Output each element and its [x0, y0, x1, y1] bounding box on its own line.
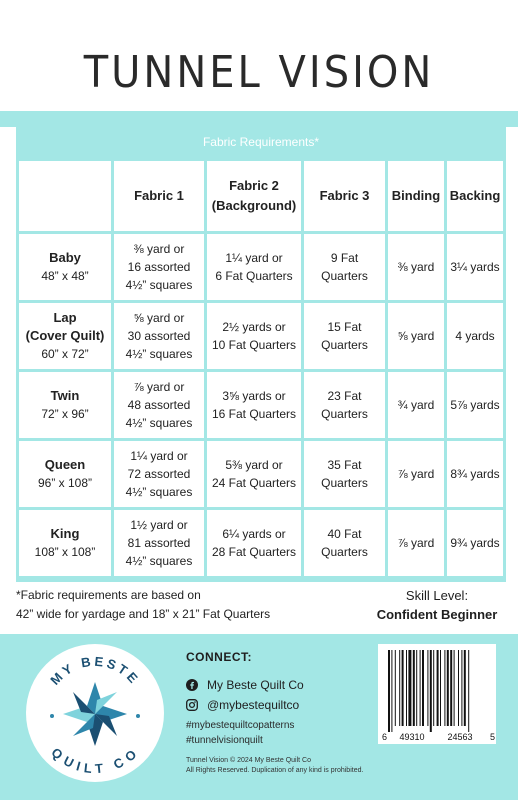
- row-header: [19, 303, 111, 369]
- column-header-line: Backing: [449, 188, 501, 203]
- table-cell: [388, 441, 444, 507]
- table-cell: [388, 234, 444, 300]
- column-header: [114, 161, 204, 231]
- table-cell: [114, 234, 204, 300]
- table-cell: [447, 441, 503, 507]
- cell-line: Quarters: [321, 545, 368, 559]
- quilt-dimensions: 108” x 108”: [34, 545, 96, 559]
- cell-line: 6¼ yards or: [222, 527, 286, 541]
- cell-line: 23 Fat: [327, 389, 362, 403]
- cell-line: 9 Fat: [330, 251, 359, 265]
- header-corner: [19, 161, 111, 231]
- table-cell: [388, 303, 444, 369]
- cell-line: 2½ yards or: [222, 320, 286, 334]
- cell-line: 3⅝ yards or: [222, 389, 286, 403]
- table-cell: [207, 234, 301, 300]
- cell-line: ⅝ yard or: [133, 311, 185, 325]
- table-cell: [207, 441, 301, 507]
- cell-line: Quarters: [321, 476, 368, 490]
- cell-line: ⅜ yard: [397, 260, 435, 274]
- barcode-icon: [378, 644, 496, 744]
- cell-line: Quarters: [321, 269, 368, 283]
- cell-line: ⅞ yard: [397, 536, 435, 550]
- cell-line: 6 Fat Quarters: [215, 269, 293, 283]
- table-cell: [388, 372, 444, 438]
- quilt-size-name: King: [50, 526, 80, 541]
- table-cell: [447, 234, 503, 300]
- quilt-size-name: Queen: [44, 457, 86, 472]
- barcode: [378, 644, 496, 744]
- column-header: [207, 161, 301, 231]
- row-header: [19, 234, 111, 300]
- cell-line: 16 assorted: [127, 260, 191, 274]
- column-header: [304, 161, 385, 231]
- quilt-size-name: Lap: [53, 310, 77, 325]
- row-header: [19, 372, 111, 438]
- brand-logo: [26, 644, 164, 782]
- quilt-dimensions: 72” x 96”: [41, 407, 89, 421]
- cell-line: ⅝ yard: [397, 329, 435, 343]
- table-cell: [304, 372, 385, 438]
- column-header-line: Binding: [391, 188, 441, 203]
- cell-line: 4½” squares: [125, 485, 193, 499]
- column-header: [447, 161, 503, 231]
- cell-line: 4 yards: [455, 329, 495, 343]
- footnote-line-1: *Fabric requirements are based on: [16, 588, 201, 602]
- cell-line: 8¾ yards: [450, 467, 500, 481]
- hashtag-2: #tunnelvisionquilt: [186, 735, 263, 746]
- table-cell: [388, 510, 444, 576]
- cell-line: ⅜ yard or: [133, 242, 185, 256]
- hashtags: [186, 718, 294, 748]
- quilt-star-icon: [26, 644, 164, 782]
- footnote-line-2: 42” wide for yardage and 18” x 21” Fat Quarters: [16, 607, 271, 621]
- row-header: [19, 510, 111, 576]
- cell-line: ⅞ yard: [397, 467, 435, 481]
- cell-line: 24 Fat Quarters: [211, 476, 297, 490]
- cell-line: ¾ yard: [397, 398, 435, 412]
- cell-line: 1¼ yard or: [225, 251, 283, 265]
- table-cell: [114, 372, 204, 438]
- table-cell: [114, 441, 204, 507]
- copyright-line-2: All Rights Reserved. Duplication of any kind is prohibited.: [186, 767, 364, 774]
- cell-line: 10 Fat Quarters: [211, 338, 297, 352]
- skill-label: Skill Level:: [405, 588, 469, 603]
- facebook-link[interactable]: [186, 678, 304, 692]
- table-cell: [207, 372, 301, 438]
- cell-line: 1¼ yard or: [130, 449, 188, 463]
- table-cell: [304, 441, 385, 507]
- barcode-digit-1: 6: [382, 732, 388, 742]
- cell-line: 4½” squares: [125, 554, 193, 568]
- logo-top-text: MY BESTE: [47, 653, 143, 688]
- barcode-digits-3: 24563: [447, 732, 473, 742]
- cell-line: Quarters: [321, 338, 368, 352]
- instagram-icon: [186, 699, 198, 711]
- footnote: [16, 586, 316, 624]
- cell-line: 30 assorted: [127, 329, 191, 343]
- cell-line: 48 assorted: [127, 398, 191, 412]
- quilt-dimensions: 96” x 108”: [37, 476, 93, 490]
- skill-value: Confident Beginner: [376, 607, 498, 622]
- instagram-handle: @mybestequiltco: [207, 698, 300, 712]
- table-cell: [207, 303, 301, 369]
- cell-line: 15 Fat: [327, 320, 362, 334]
- column-header-line: Fabric 3: [319, 188, 370, 203]
- cell-line: 4½” squares: [125, 278, 193, 292]
- facebook-icon: [186, 679, 198, 691]
- cell-line: 5⅜ yard or: [225, 458, 283, 472]
- column-header-line: (Background): [211, 198, 297, 213]
- quilt-dimensions: 60” x 72”: [41, 347, 89, 361]
- cell-line: 3¼ yards: [450, 260, 500, 274]
- table-cell: [114, 303, 204, 369]
- instagram-link[interactable]: [186, 698, 299, 712]
- table-cell: [447, 372, 503, 438]
- table-cell: [447, 303, 503, 369]
- cell-line: 9¾ yards: [450, 536, 500, 550]
- connect-heading: CONNECT:: [186, 650, 252, 664]
- pattern-title: TUNNEL VISION: [83, 48, 435, 98]
- hashtag-1: #mybestequiltcopatterns: [186, 720, 295, 731]
- quilt-size-name: (Cover Quilt): [25, 328, 105, 343]
- table-cell: [304, 234, 385, 300]
- cell-line: 72 assorted: [127, 467, 191, 481]
- cell-line: 1½ yard or: [130, 518, 188, 532]
- logo-bottom-text: QUILT CO: [48, 744, 142, 777]
- column-header: [388, 161, 444, 231]
- cell-line: 4½” squares: [125, 416, 193, 430]
- skill-level: [372, 586, 502, 624]
- cell-line: 35 Fat: [327, 458, 362, 472]
- table-cell: [304, 510, 385, 576]
- barcode-digit-4: 5: [490, 732, 496, 742]
- cell-line: ⅞ yard or: [133, 380, 185, 394]
- cell-line: 40 Fat: [327, 527, 362, 541]
- cell-line: 81 assorted: [127, 536, 191, 550]
- cell-line: 16 Fat Quarters: [211, 407, 297, 421]
- table-caption: Fabric Requirements*: [202, 135, 320, 149]
- row-header: [19, 441, 111, 507]
- column-header-line: Fabric 2: [229, 178, 279, 193]
- cell-line: 4½” squares: [125, 347, 193, 361]
- table-cell: [304, 303, 385, 369]
- barcode-digits-2: 49310: [399, 732, 425, 742]
- copyright: [186, 756, 363, 776]
- accent-band: [0, 111, 518, 127]
- quilt-dimensions: 48” x 48”: [41, 269, 89, 283]
- svg-text:QUILT CO: [48, 745, 141, 777]
- cell-line: 28 Fat Quarters: [211, 545, 297, 559]
- fabric-requirements-table: [16, 127, 506, 582]
- table-cell: [447, 510, 503, 576]
- column-header-line: Fabric 1: [134, 188, 184, 203]
- table-cell: [114, 510, 204, 576]
- quilt-size-name: Baby: [49, 250, 81, 265]
- cell-line: 5⅞ yards: [450, 398, 500, 412]
- table-cell: [207, 510, 301, 576]
- copyright-line-1: Tunnel Vision © 2024 My Beste Quilt Co: [186, 757, 311, 764]
- cell-line: Quarters: [321, 407, 368, 421]
- quilt-size-name: Twin: [50, 388, 80, 403]
- facebook-handle: My Beste Quilt Co: [207, 678, 304, 692]
